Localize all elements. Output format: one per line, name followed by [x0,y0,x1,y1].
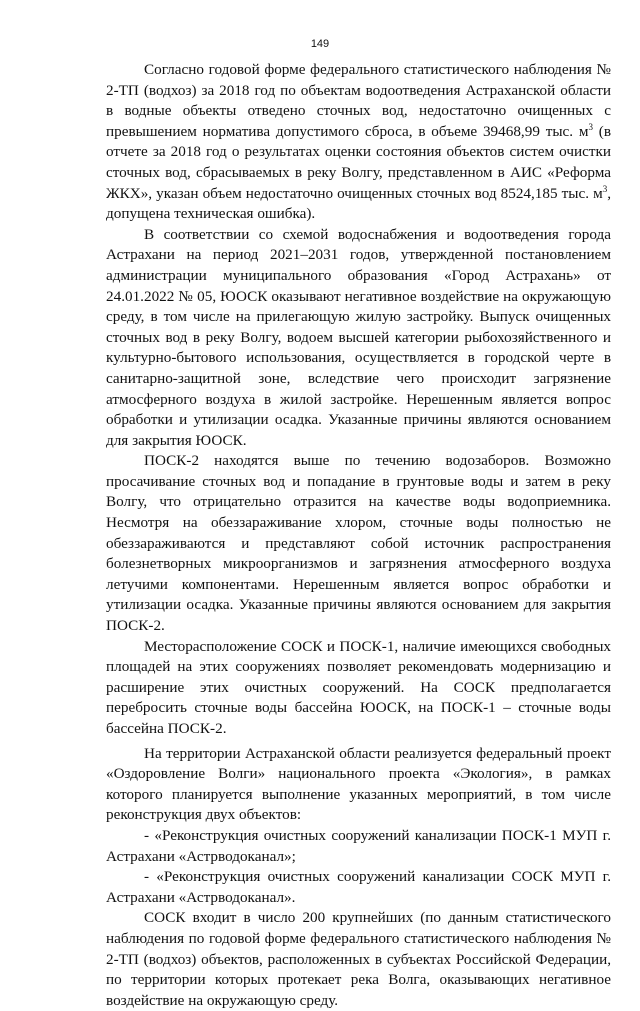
paragraph-posk2: ПОСК-2 находятся выше по течению водозаборов. Возможно просачивание сточных вод и попадание в грунтовые воды и затем в реку Волгу, что отрицательно отразится на качестве воды водоприемника. Несмотря на обеззараживание хлором, сточные воды полностью не обеззараживаются и представляют собой источник распространения болезнетворных микроорганизмов и загрязнения атмосферного воздуха летучими компонентами. Нерешенным является вопрос обработки и утилизации осадка. Указанные причины являются основанием для закрытия ПОСК-2. [106,452,611,635]
paragraph-sosk: СОСК входит в число 200 крупнейших (по данным статистического наблюдения по годовой форме федерального статистического наблюдения № 2-ТП (водхоз) объектов, расположенных в субъектах Российской Федерации, по территории которых протекает река Волга, оказывающих негативное воздействие на окружающую среду. [106,909,611,1009]
paragraph-text: Согласно годовой форме федерального статистического наблюдения № 2-ТП (водхоз) за 2018 год по объектам водоотведения Астраханской области в водные объекты отведено сточных вод, недостаточно очищенных с превышением норматива допустимого сброса, в объеме 39468,99 тыс. м [106,61,611,140]
superscript: 3 [602,183,608,194]
paragraph-federal-project: На территории Астраханской области реализуется федеральный проект «Оздоровление Волги» национального проекта «Экология», в рамках которого планируется выполнение указанных мероприятий, в том числе реконструкция двух объектов: [106,744,611,824]
superscript: 3 [588,121,593,132]
paragraph-text: , допущена техническая ошибка). [106,184,611,223]
paragraph-statistics [106,60,611,225]
page-number: 149 [310,38,330,50]
paragraph-scheme: В соответствии со схемой водоснабжения и водоотведения города Астрахани на период 2021–2031 годов, утвержденной постановлением администрации муниципального образования «Город Астрахань» от 24.01.2022 № 05, ЮОСК оказывают негативное воздействие на окружающую среду, в том числе на прилегающую жилую застройку. Выпуск очищенных сточных вод в реку Волгу, водоем высшей категории рыбохозяйственного и культурно-бытового использования, осуществляется в городской черте в санитарно-защитной зоне, вследствие чего происходит загрязнение атмосферного воздуха в жилой застройке. Нерешенным является вопрос обработки и утилизации осадка. Указанные причины являются основанием для закрытия ЮОСК. [106,225,611,449]
paragraph-text: (в отчете за 2018 год о результатах оценки состояния объектов систем очистки сточных вод, сбрасываемых в реку Волгу, представленном в АИС «Реформа ЖКХ», указан объем недостаточно очищенных сточных вод 8524,185 тыс. м [106,122,611,202]
list-item: - «Реконструкция очистных сооружений канализации СОСК МУП г. Астрахани «Астрводоканал». [106,868,611,906]
document-body [106,60,611,1011]
list-item: - «Реконструкция очистных сооружений канализации ПОСК-1 МУП г. Астрахани «Астрводоканал»; [106,826,611,865]
paragraph-location: Месторасположение СОСК и ПОСК-1, наличие имеющихся свободных площадей на этих сооружениях позволяет рекомендовать модернизацию и расширение этих очистных сооружений. На СОСК предполагается перебросить сточные воды бассейна ЮОСК, на ПОСК-1 – сточные воды бассейна ПОСК-2. [106,637,611,737]
